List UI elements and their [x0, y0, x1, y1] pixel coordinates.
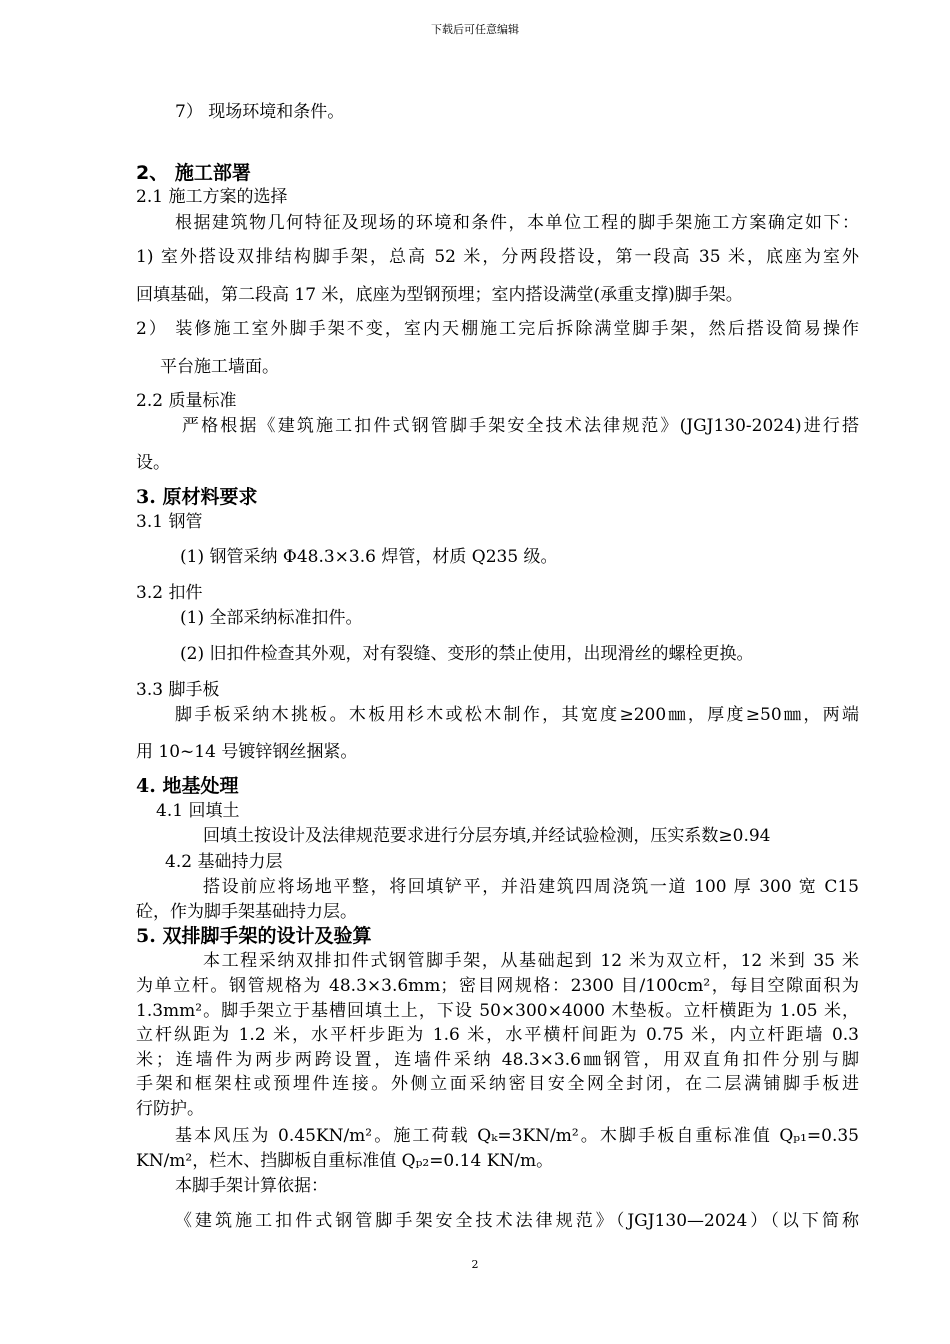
paragraph-line: 立杆纵距为 1.2 米，水平杆步距为 1.6 米，水平横杆间距为 0.75 米，内立杆距墙 0.3: [136, 1025, 859, 1045]
page-number: 2: [471, 1258, 479, 1271]
subsection-heading: 4.2 基础持力层: [165, 852, 283, 872]
paragraph-line: 为单立杆。钢管规格为 48.3×3.6mm；密目网规格：2300 目/100cm²，每目空隙面积为: [136, 976, 859, 996]
section-heading: 2、 施工部署: [136, 162, 251, 184]
list-item-continuation: 回填基础，第二段高 17 米，底座为型钢预埋；室内搭设满堂(承重支撑)脚手架。: [136, 285, 743, 305]
paragraph-line: 设。: [136, 453, 170, 473]
paragraph-line: 脚手板采纳木挑板。木板用杉木或松木制作，其宽度≥200㎜，厚度≥50㎜，两端: [175, 705, 859, 725]
header-note: 下载后可任意编辑: [431, 23, 519, 36]
subsection-heading: 3.1 钢管: [136, 512, 203, 532]
paragraph-line: 行防护。: [136, 1099, 204, 1119]
paragraph-line: 严格根据《建筑施工扣件式钢管脚手架安全技术法律规范》(JGJ130-2024)进行搭: [182, 416, 859, 436]
list-item: 1) 室外搭设双排结构脚手架，总高 52 米，分两段搭设，第一段高 35 米，底座为室外: [136, 247, 859, 267]
paragraph-line: 根据建筑物几何特征及现场的环境和条件，本单位工程的脚手架施工方案确定如下：: [175, 213, 859, 233]
section-heading: 4. 地基处理: [136, 775, 239, 797]
paragraph-line: KN/m²，栏木、挡脚板自重标准值 Qₚ₂=0.14 KN/m。: [136, 1151, 554, 1171]
list-item: (2) 旧扣件检查其外观，对有裂缝、变形的禁止使用，出现滑丝的螺栓更换。: [180, 644, 754, 664]
paragraph-line: 砼，作为脚手架基础持力层。: [136, 902, 357, 922]
paragraph-line: 用 10~14 号镀锌钢丝捆紧。: [136, 742, 358, 762]
paragraph-line: 手架和框架柱或预埋件连接。外侧立面采纳密目安全网全封闭，在二层满铺脚手板进: [136, 1074, 859, 1094]
subsection-heading: 4.1 回填土: [156, 801, 240, 821]
paragraph-line: 本工程采纳双排扣件式钢管脚手架，从基础起到 12 米为双立杆，12 米到 35 米: [203, 951, 859, 971]
section-heading: 5. 双排脚手架的设计及验算: [136, 925, 372, 947]
subsection-heading: 3.2 扣件: [136, 583, 203, 603]
paragraph-line: 米；连墙件为两步两跨设置，连墙件采纳 48.3×3.6㎜钢管，用双直角扣件分别与脚: [136, 1050, 859, 1070]
subsection-heading: 2.1 施工方案的选择: [136, 187, 288, 207]
section-heading: 3. 原材料要求: [136, 486, 258, 508]
list-item: (1) 钢管采纳 Φ48.3×3.6 焊管，材质 Q235 级。: [180, 547, 558, 567]
list-item: (1) 全部采纳标准扣件。: [180, 608, 363, 628]
paragraph-line: 搭设前应将场地平整，将回填铲平，并沿建筑四周浇筑一道 100 厚 300 宽 C15: [203, 877, 859, 897]
subsection-heading: 3.3 脚手板: [136, 680, 220, 700]
subsection-heading: 2.2 质量标准: [136, 391, 237, 411]
list-item: 7） 现场环境和条件。: [175, 102, 345, 122]
paragraph-line: 1.3mm²。脚手架立于基槽回填土上，下设 50×300×4000 木垫板。立杆横距为 1.05 米，: [136, 1001, 859, 1021]
paragraph-line: 本脚手架计算依据：: [175, 1176, 328, 1196]
list-item: 2） 装修施工室外脚手架不变，室内天棚施工完后拆除满堂脚手架，然后搭设简易操作: [136, 319, 859, 339]
paragraph-line: 基本风压为 0.45KN/m²。施工荷载 Qₖ=3KN/m²。木脚手板自重标准值 Qₚ₁=0.35: [175, 1126, 859, 1146]
paragraph-line: 《建筑施工扣件式钢管脚手架安全技术法律规范》（JGJ130—2024）（以下简称: [175, 1211, 859, 1231]
paragraph-line: 回填土按设计及法律规范要求进行分层夯填,并经试验检测，压实系数≥0.94: [203, 826, 771, 846]
list-item-continuation: 平台施工墙面。: [160, 357, 279, 377]
